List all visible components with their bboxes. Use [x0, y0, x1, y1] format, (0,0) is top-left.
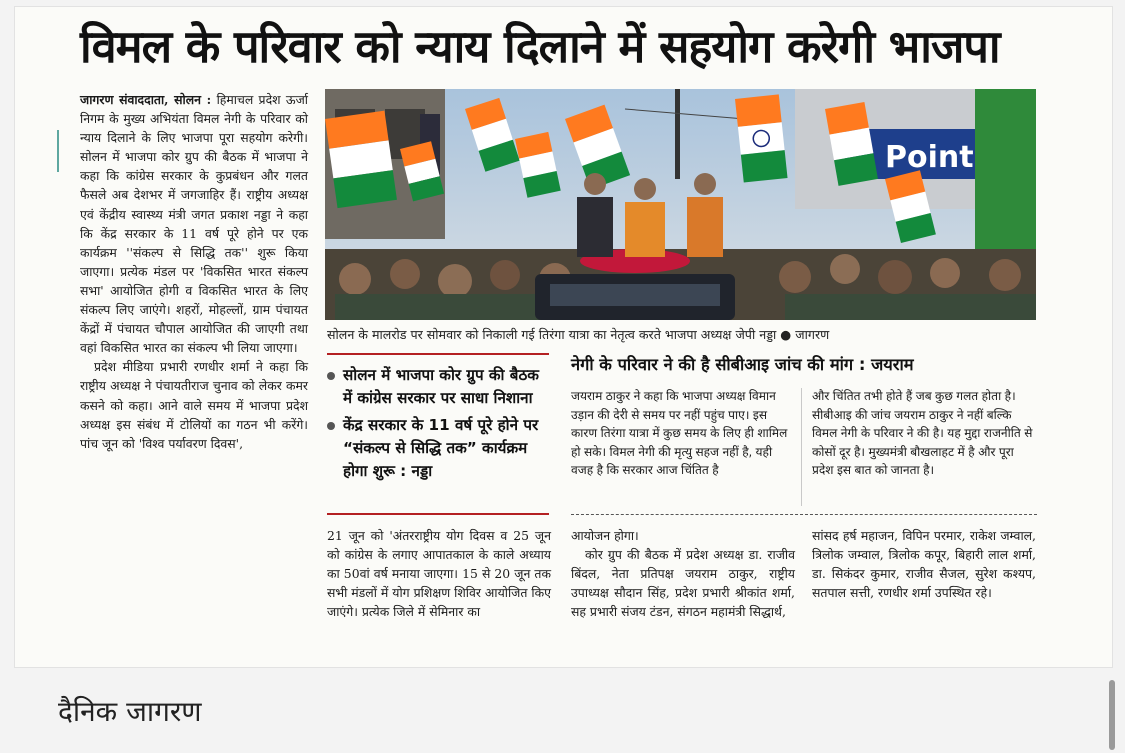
- highlights-box: [327, 364, 549, 487]
- body-column-4: [812, 526, 1036, 602]
- rally-photo: [325, 89, 1036, 320]
- sub-story-bottom-rule: [571, 514, 1037, 515]
- bullet-icon: [327, 422, 335, 430]
- body-column-3: [571, 526, 795, 621]
- left-para-1: [80, 90, 308, 357]
- left-column: [80, 90, 308, 453]
- highlight-item: [327, 414, 549, 483]
- sub-story-divider: [801, 388, 802, 506]
- sub-story-heading: नेगी के परिवार ने की है सीबीआइ जांच की मांग : जयराम: [571, 355, 914, 374]
- highlight-item: [327, 364, 549, 410]
- sub-story-col-1: [571, 387, 795, 480]
- left-para-1-text: हिमाचल प्रदेश ऊर्जा निगम के मुख्य अभियंता विमल नेगी के परिवार को न्याय दिलाने के लिए भाजपा पूरा सहयोग करेगी। सोलन में भाजपा कोर ग्रुप की बैठक में भाजपा ने कहा कि कांग्रेस सरकार के कुप्रबंधन और गलत फैसले अब देशभर में जगजाहिर हैं। राष्ट्रीय अध्यक्ष एवं केंद्रीय स्वास्थ्य मंत्री जगत प्रकाश नड्डा ने कहा कि केंद्र सरकार के 11 वर्ष पूरे होने पर एक कार्यक्रम ''संकल्प से सिद्धि तक'' शुरू किया जाएगा। प्रत्येक मंडल पर 'विकसित भारत संकल्प सभा' आयोजित होगी व विकसित भारत के लिए संकल्प लिए जाएंगे। शहरों, मोहल्लों, ग्राम पंचायत केंद्रों में पंचायत चौपाल आयोजित की जाएगी तथा वहां विकसित भारत का संकल्प भी लिया जाएगा।: [80, 92, 308, 356]
- photo-caption: सोलन के मालरोड पर सोमवार को निकाली गई तिरंगा यात्रा का नेतृत्व करते भाजपा अध्यक्ष जेपी नड्डा ● जागरण: [327, 327, 830, 342]
- body-column-2: [327, 526, 551, 621]
- sub-story-col-2: [812, 387, 1036, 480]
- highlight-text: सोलन में भाजपा कोर ग्रुप की बैठक में कांग्रेस सरकार पर साधा निशाना: [343, 366, 539, 407]
- newspaper-brand: दैनिक जागरण: [58, 695, 202, 728]
- sub-story-text-1: जयराम ठाकुर ने कहा कि भाजपा अध्यक्ष विमान उड़ान की देरी से समय पर नहीं पहुंच पाए। इस कारण तिरंगा यात्रा में कुछ समय के लिए ही शामिल हो सके। विमल नेगी की मृत्यु सहज नहीं है, यही वजह है कि सरकार आज चिंतित है: [571, 389, 788, 478]
- margin-marker: [57, 130, 59, 172]
- body-col-3-text-a: आयोजन होगा।: [571, 528, 639, 543]
- scrollbar[interactable]: [1109, 680, 1115, 750]
- rally-photo-illustration: [325, 89, 1036, 320]
- sub-story-text-2: और चिंतित तभी होते हैं जब कुछ गलत होता है। सीबीआइ की जांच जयराम ठाकुर ने नहीं बल्कि विमल नेगी के परिवार ने की है। यह मुद्दा राजनीति से कोसों दूर है। मुख्यमंत्री बौखलाहट में है और पूरा प्रदेश इस बात को जानता है।: [812, 389, 1033, 478]
- body-col-4-text: सांसद हर्ष महाजन, विपिन परमार, राकेश जम्वाल, त्रिलोक जम्वाल, त्रिलोक कपूर, बिहारी लाल शर्मा, डा. सिकंदर कुमार, राजीव सैजल, सुरेश कश्यप, सतपाल सत्ती, रणधीर शर्मा उपस्थित रहे।: [812, 528, 1036, 601]
- highlights-top-rule: [327, 353, 549, 355]
- byline: जागरण संवाददाता, सोलन :: [80, 92, 212, 107]
- bullet-icon: [327, 372, 335, 380]
- highlight-text: केंद्र सरकार के 11 वर्ष पूरे होने पर “संकल्प से सिद्धि तक” कार्यक्रम होगा शुरू : नड्डा: [343, 416, 539, 480]
- body-col-3-text-b: कोर ग्रुप की बैठक में प्रदेश अध्यक्ष डा. राजीव बिंदल, नेता प्रतिपक्ष जयराम ठाकुर, राष्ट्रीय उपाध्यक्ष सौदान सिंह, प्रदेश प्रभारी श्रीकांत शर्मा, सह प्रभारी संजय टंडन, संगठन महामंत्री सिद्धार्थ,: [571, 547, 795, 620]
- body-col-2-text: 21 जून को 'अंतरराष्ट्रीय योग दिवस व 25 जून को कांग्रेस के लगाए आपातकाल के काले अध्याय का 50वां वर्ष मनाया जाएगा। 15 से 20 जून तक सभी मंडलों में योग प्रशिक्षण शिविर आयोजित किए जाएंगे। प्रत्येक जिले में सेमिनार का: [327, 528, 551, 620]
- left-para-2: प्रदेश मीडिया प्रभारी रणधीर शर्मा ने कहा कि राष्ट्रीय अध्यक्ष ने पंचायतीराज चुनाव को लेकर कमर कसने को कहा। आने वाले समय में भाजपा प्रदेश अध्यक्ष इस संबंध में टोलियों का गठन भी करेंगे। पांच जून को 'विश्व पर्यावरण दिवस',: [80, 359, 308, 451]
- headline: विमल के परिवार को न्याय दिलाने में सहयोग करेगी भाजपा: [80, 20, 1000, 73]
- highlights-bottom-rule: [327, 513, 549, 515]
- shop-sign-text: Point: [885, 140, 974, 175]
